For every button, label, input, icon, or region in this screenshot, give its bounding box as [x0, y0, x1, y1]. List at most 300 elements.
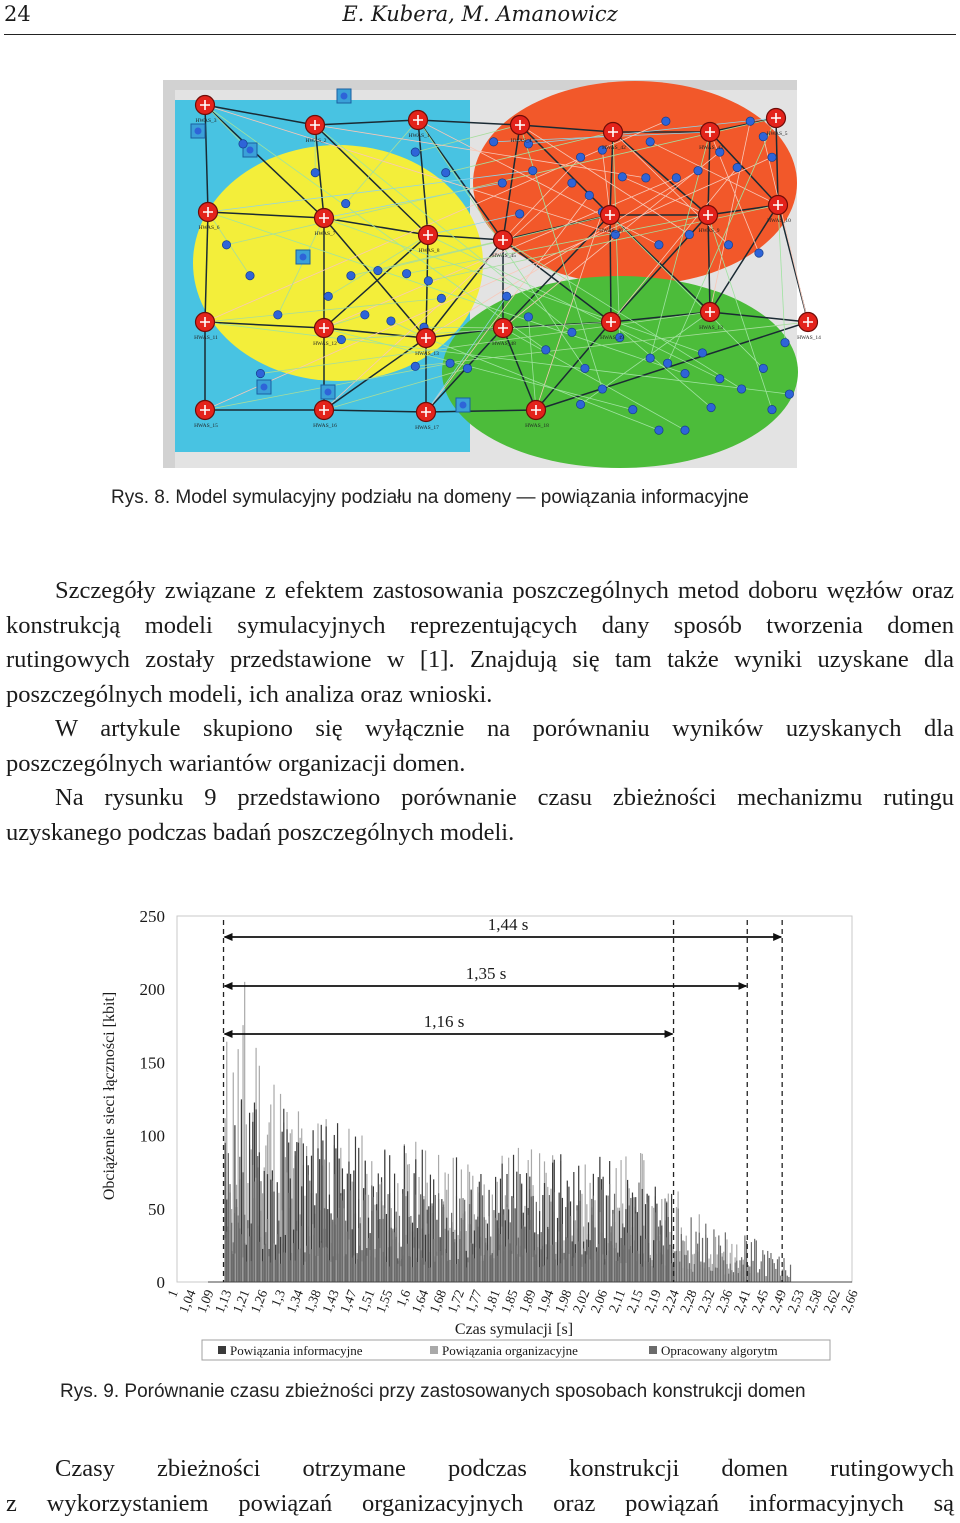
router-node [305, 116, 326, 145]
chart-bar [446, 1253, 447, 1282]
chart-bar [622, 1224, 623, 1283]
chart-bar [575, 1253, 576, 1282]
router-node [510, 116, 531, 145]
chart-bar [272, 1181, 273, 1282]
chart-bar [689, 1263, 690, 1282]
x-tick-label: 1,04 [175, 1287, 199, 1316]
host-icon [239, 140, 247, 148]
chart-bar [576, 1210, 577, 1282]
chart-bar [708, 1267, 709, 1282]
chart-bar [490, 1237, 491, 1282]
chart-bar [713, 1229, 714, 1282]
host-icon [733, 163, 741, 171]
host-icon [460, 402, 467, 409]
chart-bar [374, 1249, 375, 1282]
x-tick-label: 1,26 [247, 1287, 271, 1316]
chart-bar [728, 1274, 729, 1282]
chart-bar [707, 1238, 708, 1282]
x-tick-label: 1,64 [408, 1287, 432, 1316]
router-node [797, 313, 821, 342]
chart-bar [590, 1259, 591, 1282]
chart-bar [303, 1143, 304, 1282]
chart-bar [296, 1231, 297, 1282]
chart-bar [347, 1231, 348, 1282]
chart-bar [314, 1228, 315, 1282]
host-icon [694, 166, 702, 174]
chart-bar [601, 1190, 602, 1282]
chart-bar [686, 1255, 687, 1282]
chart-bar [440, 1251, 441, 1282]
router-node [195, 96, 216, 125]
host-icon [568, 328, 576, 336]
chart-bar [511, 1254, 512, 1282]
chart-bar [251, 1261, 252, 1282]
chart-bar [449, 1260, 450, 1282]
router-label: HWAS_11 [194, 335, 218, 341]
host-icon [768, 153, 776, 161]
chart-bar [598, 1244, 599, 1282]
router-label: HWAS_4 [510, 138, 532, 144]
chart-bar [669, 1246, 670, 1282]
chart-bar [505, 1247, 506, 1282]
host-icon [724, 241, 732, 249]
chart-bar [710, 1271, 711, 1282]
chart-bar [562, 1224, 563, 1282]
chart-bar [396, 1212, 397, 1282]
router-label: HWAS_48 [492, 341, 516, 347]
router-label: HWAS_2 [305, 138, 327, 144]
chart-bar [249, 1236, 250, 1282]
chart-bar [492, 1253, 493, 1282]
chart-bar [282, 1210, 283, 1282]
chart-bar [606, 1255, 607, 1282]
chart-bar [286, 1172, 287, 1282]
x-tick-label: 1 [164, 1287, 181, 1300]
host-icon [411, 148, 419, 156]
chart-bar [376, 1210, 377, 1282]
x-tick-label: 1,47 [336, 1287, 360, 1316]
chart-bar [360, 1223, 361, 1282]
chart-bar [718, 1235, 719, 1282]
router-label: HWAS_43 [699, 145, 723, 151]
chart-bar [246, 1262, 247, 1282]
chart-bar [541, 1232, 542, 1282]
chart-bar [699, 1233, 700, 1282]
chart-bar [262, 1261, 263, 1282]
host-icon [246, 272, 254, 280]
chart-bar [638, 1183, 639, 1282]
host-icon [655, 241, 663, 249]
y-tick-label: 200 [139, 980, 165, 1000]
chart-bar [234, 1253, 235, 1282]
router-label: HWAS_15 [194, 423, 218, 429]
x-tick-label: 2,53 [784, 1287, 808, 1316]
chart-bar [290, 1260, 291, 1282]
chart-bar [765, 1276, 766, 1282]
x-tick-label: 1,38 [301, 1287, 324, 1316]
chart-bar [350, 1190, 351, 1282]
chart-bar [404, 1189, 405, 1282]
router-label: HWAS_6 [198, 225, 220, 231]
chart-bar [588, 1247, 589, 1282]
chart-bar [788, 1277, 789, 1282]
chart-bar [484, 1217, 485, 1282]
chart-bar [736, 1261, 737, 1282]
chart-bar [607, 1196, 608, 1282]
host-icon [672, 174, 680, 182]
chart-bar [632, 1253, 633, 1282]
chart-bar [348, 1240, 349, 1282]
host-icon [681, 369, 689, 377]
chart-bar [620, 1263, 621, 1282]
chart-bar [477, 1217, 478, 1282]
host-icon [256, 369, 264, 377]
router-node [314, 209, 335, 238]
y-tick-label: 0 [156, 1273, 165, 1292]
chart-bar [611, 1226, 612, 1282]
chart-bar [458, 1259, 459, 1282]
chart-bar [780, 1276, 781, 1282]
chart-bar [389, 1155, 390, 1282]
chart-bar [438, 1193, 439, 1282]
router-label: HWAS_1 [408, 133, 430, 139]
host-icon [768, 405, 776, 413]
chart-bar [321, 1243, 322, 1282]
chart-bar [363, 1200, 364, 1282]
chart-bar [361, 1261, 362, 1282]
x-tick-label: 1,72 [444, 1287, 468, 1316]
chart-bar [317, 1256, 318, 1282]
host-icon [663, 359, 671, 367]
host-icon [681, 426, 689, 434]
chart-bar [762, 1250, 763, 1282]
chart-bar [735, 1262, 736, 1282]
chart-bar [682, 1241, 683, 1282]
legend-swatch [218, 1346, 226, 1354]
chart-bar [692, 1272, 693, 1282]
chart-bar [345, 1221, 346, 1282]
chart-bar [285, 1253, 286, 1282]
paragraph-3: Na rysunku 9 przedstawiono porównanie czasu zbieżności mechanizmu rutingu uzyskanego podczas badań poszczególnych modeli. [6, 784, 954, 846]
host-icon [568, 179, 576, 187]
chart-bar [257, 1156, 258, 1282]
chart-bar [435, 1195, 436, 1282]
host-icon [387, 317, 395, 325]
chart-bar [687, 1250, 688, 1282]
chart-bar [508, 1239, 509, 1282]
x-tick-label: 2,45 [748, 1287, 772, 1316]
x-tick-label: 2,15 [623, 1287, 647, 1316]
x-tick-label: 2,11 [605, 1287, 629, 1315]
chart-bar [479, 1248, 480, 1282]
chart-bar [585, 1263, 586, 1282]
chart-bar [433, 1239, 434, 1282]
router-label: HWAS_12 [313, 341, 337, 347]
chart-bar [526, 1253, 527, 1282]
chart-bar [619, 1257, 620, 1282]
chart-bar [700, 1262, 701, 1282]
chart-bar [265, 1232, 266, 1282]
chart-bar [409, 1217, 410, 1282]
chart-bar [436, 1256, 437, 1282]
chart-bar [295, 1261, 296, 1282]
chart-bar [542, 1267, 543, 1282]
host-icon [274, 311, 282, 319]
chart-bar [572, 1266, 573, 1282]
chart-bar [510, 1222, 511, 1282]
router-label: HWAS_14 [797, 335, 821, 341]
x-tick-label: 1,68 [426, 1287, 450, 1316]
chart-bar [487, 1250, 488, 1282]
chart-bar [353, 1255, 354, 1282]
chart-bar [391, 1228, 392, 1282]
chart-bar [278, 1254, 279, 1282]
chart-bar [567, 1238, 568, 1282]
chart-bar [634, 1197, 635, 1282]
host-icon [585, 191, 593, 199]
x-tick-label: 2,32 [694, 1287, 718, 1316]
host-icon [542, 346, 550, 354]
chart-bar [459, 1199, 460, 1282]
chart-bar [756, 1240, 757, 1282]
chart-bar [681, 1234, 682, 1282]
chart-bar [306, 1246, 307, 1282]
chart-bar [702, 1238, 703, 1282]
chart-bar [387, 1194, 388, 1282]
running-header-authors: E. Kubera, M. Amanowicz [342, 2, 618, 26]
x-tick-label: 2,66 [838, 1287, 861, 1316]
figure-9-caption: Rys. 9. Porównanie czasu zbieżności przy zastosowanych sposobach konstrukcji domen [60, 1381, 806, 1402]
chart-bar [502, 1227, 503, 1282]
y-axis-label: Obciążenie sieci łączności [kbit] [101, 991, 118, 1201]
x-tick-label: 2,49 [766, 1287, 790, 1316]
chart-bar [264, 1245, 265, 1282]
chart-bar [497, 1256, 498, 1282]
legend-swatch [430, 1346, 438, 1354]
chart-bar [679, 1262, 680, 1282]
chart-bar [283, 1252, 284, 1282]
chart-bar [441, 1255, 442, 1282]
chart-bar [255, 1178, 256, 1282]
chart-bar [407, 1244, 408, 1282]
chart-bar [539, 1267, 540, 1282]
chart-bar [371, 1185, 372, 1282]
host-icon [646, 354, 654, 362]
host-icon [581, 364, 589, 372]
chart-bar [614, 1194, 615, 1282]
chart-bar [241, 1234, 242, 1282]
chart-bar [513, 1198, 514, 1282]
chart-bar [365, 1195, 366, 1282]
router-label: HWAS_13 [415, 351, 439, 357]
chart-bar [568, 1254, 569, 1282]
chart-bar [612, 1214, 613, 1282]
router-node [698, 206, 719, 235]
router-label: HWAS_5 [766, 131, 788, 137]
host-icon [698, 349, 706, 357]
host-icon [629, 405, 637, 413]
x-axis-label: Czas symulacji [s] [454, 1321, 574, 1338]
host-icon [402, 269, 410, 277]
chart-bar [524, 1249, 525, 1282]
host-icon [502, 292, 510, 300]
chart-bar [764, 1255, 765, 1282]
chart-bar [546, 1244, 547, 1282]
chart-bar [445, 1229, 446, 1282]
chart-bar [668, 1217, 669, 1282]
chart-bar [552, 1245, 553, 1282]
chart-bar [779, 1257, 780, 1282]
chart-bar [366, 1256, 367, 1282]
host-icon [374, 266, 382, 274]
chart-bar [523, 1225, 524, 1282]
chart-bar [493, 1210, 494, 1282]
host-icon [361, 311, 369, 319]
chart-bar [370, 1250, 371, 1282]
chart-bar [252, 1165, 253, 1282]
host-icon [662, 117, 670, 125]
page-number: 24 [4, 2, 31, 26]
host-icon [576, 400, 584, 408]
chart-bar [394, 1232, 395, 1282]
x-tick-label: 2,36 [712, 1287, 736, 1316]
chart-bar [761, 1261, 762, 1282]
chart-bar [661, 1264, 662, 1282]
chart-bar [273, 1243, 274, 1282]
y-tick-label: 250 [139, 907, 165, 926]
chart-bar [332, 1220, 333, 1282]
host-icon [516, 210, 524, 218]
host-icon [325, 389, 332, 396]
chart-bar [298, 1249, 299, 1282]
router-label: HWAS_17 [415, 425, 439, 431]
router-label: HWAS_3 [195, 118, 217, 124]
chart-bar [785, 1270, 786, 1282]
chart-bar [293, 1243, 294, 1282]
chart-bar [532, 1257, 533, 1282]
router-node [766, 109, 787, 138]
router-label: HWAS_9 [698, 228, 720, 234]
chart-bar [580, 1190, 581, 1282]
chart-bar [327, 1248, 328, 1282]
chart-bar [355, 1137, 356, 1282]
chart-bar [226, 1232, 227, 1282]
chart-bar [705, 1224, 706, 1282]
x-tick-label: 2,41 [730, 1287, 754, 1316]
chart-bar [343, 1208, 344, 1282]
chart-bar [378, 1238, 379, 1282]
chart-bar [316, 1193, 317, 1282]
chart-bar [384, 1208, 385, 1282]
chart-bar [340, 1195, 341, 1282]
router-node [418, 226, 439, 255]
chart-bar [355, 1264, 356, 1282]
chart-bar [303, 1265, 304, 1282]
router-label: HWAS_10 [767, 218, 791, 224]
chart-bar [637, 1251, 638, 1282]
header-rule [4, 34, 956, 35]
chart-bar [329, 1260, 330, 1282]
router-label: HWAS_7 [314, 231, 336, 237]
x-tick-label: 1,51 [354, 1287, 378, 1316]
chart-bar [604, 1265, 605, 1282]
paragraph-4-line-1: Czasy zbieżności otrzymane podczas konstrukcji domen rutingowych [55, 1455, 954, 1482]
chart-bar [422, 1258, 423, 1282]
chart-bar [280, 1264, 281, 1282]
host-icon [737, 385, 745, 393]
chart-bar [402, 1194, 403, 1282]
chart-bar [456, 1264, 457, 1282]
chart-bar [573, 1258, 574, 1282]
host-icon [524, 313, 532, 321]
x-tick-label: 1,3 [267, 1287, 289, 1309]
host-icon [576, 153, 584, 161]
chart-bar [744, 1235, 745, 1282]
host-icon [222, 241, 230, 249]
chart-bar [342, 1201, 343, 1282]
chart-bar [358, 1228, 359, 1282]
host-icon [646, 138, 654, 146]
chart-bar [467, 1262, 468, 1282]
paragraph-2: W artykule skupiono się wyłącznie na porównaniu wyników uzyskanych dla poszczególnych wariantów organizacji domen. [6, 715, 954, 777]
chart-bar [783, 1258, 784, 1282]
chart-bar [671, 1263, 672, 1282]
chart-bar [529, 1230, 530, 1282]
chart-bar [603, 1254, 604, 1282]
chart-bar [560, 1154, 561, 1282]
x-tick-label: 2,19 [641, 1287, 664, 1316]
chart-bar [335, 1260, 336, 1282]
y-tick-label: 150 [139, 1053, 165, 1073]
chart-bar [537, 1234, 538, 1282]
host-icon [759, 364, 767, 372]
chart-bar [629, 1205, 630, 1282]
y-tick-label: 50 [148, 1199, 165, 1219]
chart-bar [583, 1249, 584, 1282]
chart-bar [254, 1182, 255, 1282]
chart-bar [578, 1241, 579, 1282]
chart-bar [475, 1248, 476, 1282]
figure-8-network-model [163, 80, 821, 468]
domain-yellow-ellipse [193, 145, 483, 381]
host-icon [446, 359, 454, 367]
chart-bar [233, 1242, 234, 1282]
chart-bar [299, 1214, 300, 1282]
chart-bar [288, 1193, 289, 1282]
host-icon [755, 249, 763, 257]
chart-bar [516, 1245, 517, 1282]
host-icon [785, 390, 793, 398]
chart-bar [319, 1248, 320, 1282]
chart-bar [474, 1258, 475, 1282]
chart-bar [454, 1239, 455, 1282]
chart-bar [790, 1265, 791, 1282]
chart-bar [488, 1216, 489, 1282]
chart-bar [586, 1255, 587, 1282]
chart-bar [650, 1258, 651, 1282]
chart-bar [448, 1230, 449, 1282]
router-label: HWAS_45 [492, 253, 516, 259]
chart-bar [775, 1269, 776, 1282]
chart-bar [464, 1200, 465, 1282]
chart-bar [550, 1202, 551, 1282]
chart-bar [738, 1273, 739, 1282]
legend-label: Powiązania organizacyjne [442, 1343, 578, 1358]
chart-bar [472, 1254, 473, 1282]
chart-bar [599, 1212, 600, 1282]
chart-bar [754, 1239, 755, 1282]
chart-bar [531, 1196, 532, 1282]
